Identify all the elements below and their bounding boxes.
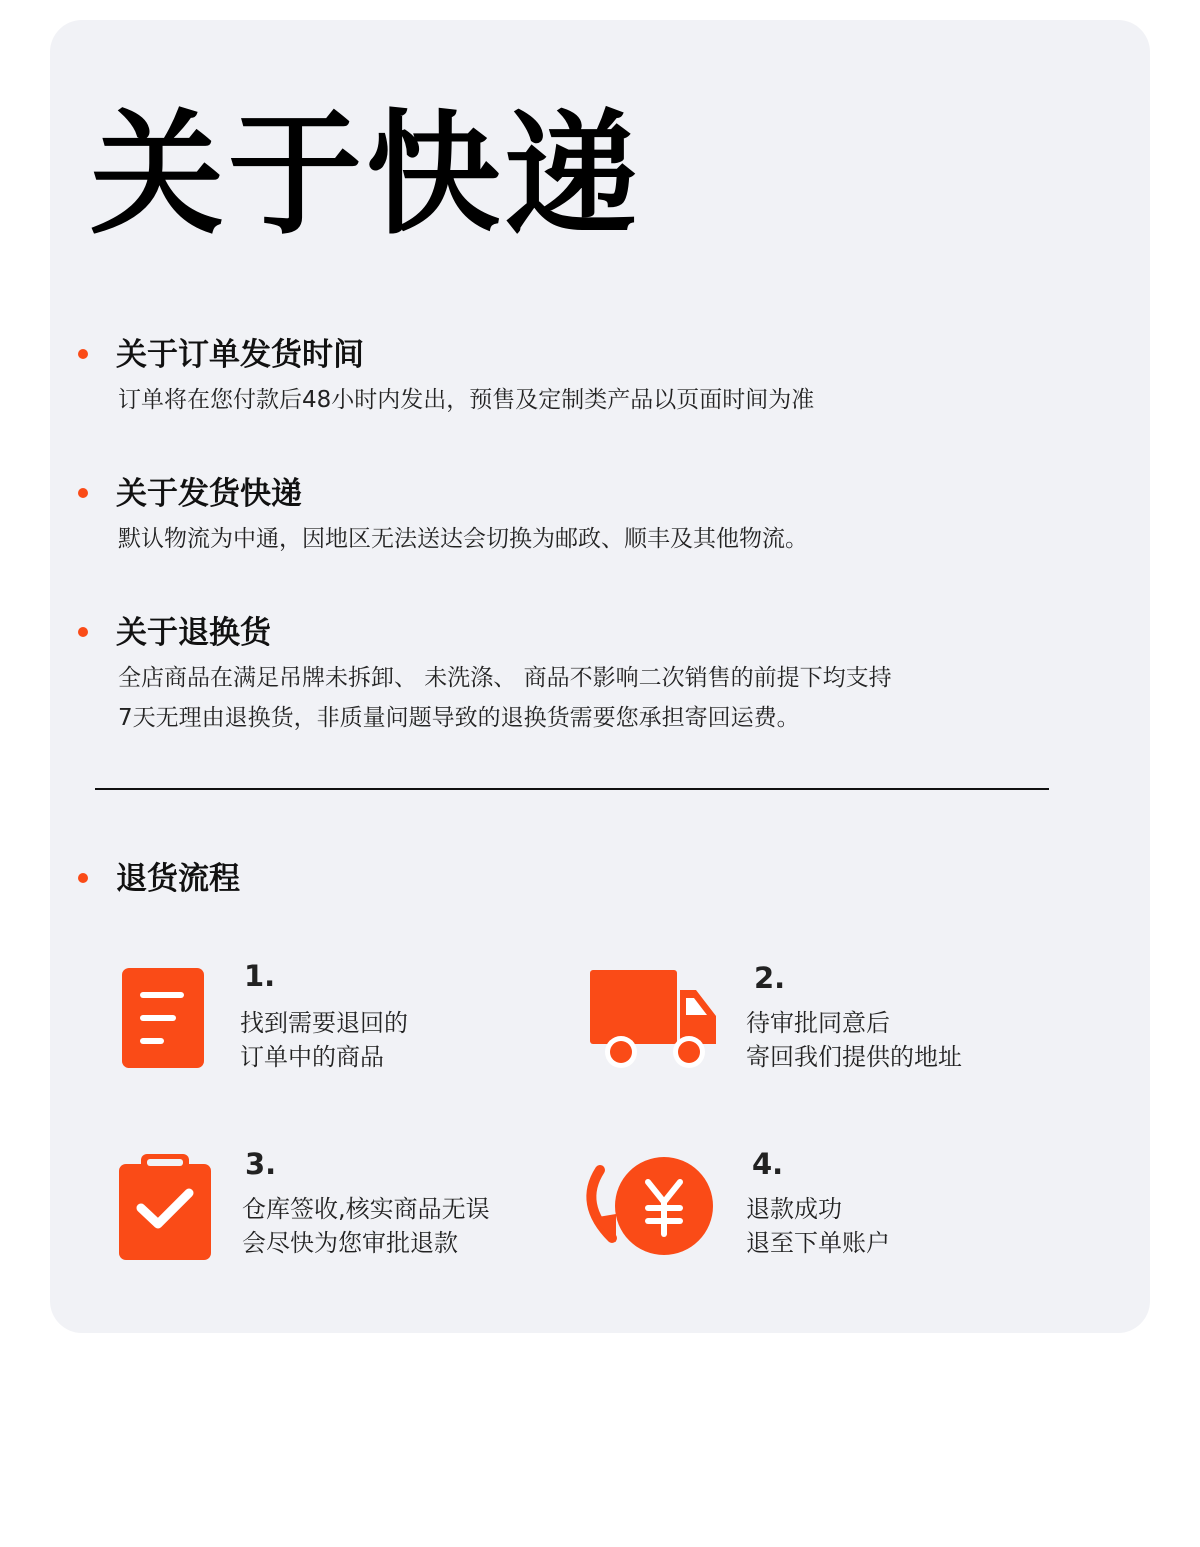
- clipboard-check-icon: [119, 1154, 211, 1260]
- process-step-2: [590, 960, 1050, 1090]
- step-text: 退至下单账户: [746, 1229, 890, 1257]
- page-title: 关于快递: [90, 97, 643, 253]
- process-step-4: [582, 1148, 1042, 1278]
- document-icon: [122, 968, 204, 1068]
- step-number: 1.: [244, 959, 276, 993]
- step-text: 待审批同意后: [746, 1009, 890, 1037]
- section-title: 关于退换货: [116, 615, 271, 651]
- bullet-icon: [78, 627, 88, 637]
- yuan-refund-icon: [582, 1152, 716, 1262]
- bullet-icon: [78, 873, 88, 883]
- section-text: 7天无理由退换货，非质量问题导致的退换货需要您承担寄回运费。: [118, 705, 800, 731]
- step-text: 仓库签收,核实商品无误: [242, 1195, 490, 1223]
- section-title: 关于订单发货时间: [116, 337, 364, 373]
- process-title: 退货流程: [116, 861, 240, 897]
- step-text: 订单中的商品: [240, 1043, 384, 1071]
- info-card: [50, 20, 1150, 1333]
- step-number: 2.: [754, 961, 786, 995]
- step-text: 找到需要退回的: [240, 1009, 408, 1037]
- bullet-icon: [78, 488, 88, 498]
- divider: [95, 788, 1049, 790]
- step-text: 寄回我们提供的地址: [746, 1043, 962, 1071]
- section-title: 关于发货快递: [116, 476, 302, 512]
- step-text: 会尽快为您审批退款: [242, 1229, 458, 1257]
- step-number: 3.: [245, 1147, 277, 1181]
- process-step-1: [122, 960, 582, 1090]
- step-text: 退款成功: [746, 1195, 842, 1223]
- bullet-icon: [78, 349, 88, 359]
- truck-icon: [590, 968, 718, 1068]
- section-text: 订单将在您付款后48小时内发出，预售及定制类产品以页面时间为准: [118, 387, 815, 413]
- section-text: 默认物流为中通，因地区无法送达会切换为邮政、顺丰及其他物流。: [118, 526, 808, 552]
- process-step-3: [119, 1148, 579, 1278]
- step-number: 4.: [752, 1147, 784, 1181]
- section-text: 全店商品在满足吊牌未拆卸、 未洗涤、 商品不影响二次销售的前提下均支持: [118, 665, 892, 691]
